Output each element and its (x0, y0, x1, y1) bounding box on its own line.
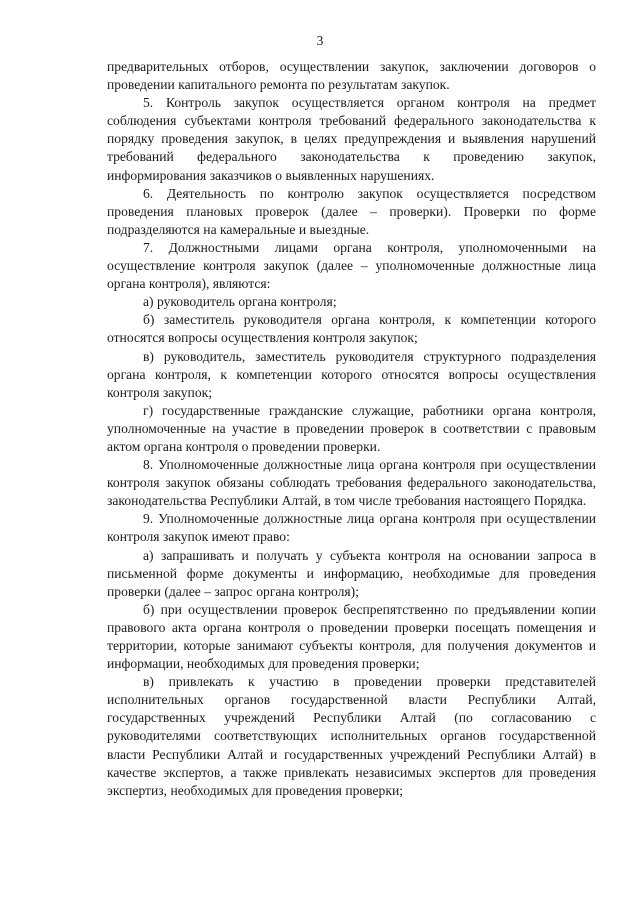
paragraph-item-7: 7. Должностными лицами органа контроля, уполномоченными на осуществление контроля закупок (далее – уполномоченные должностные лица органа контроля), являются: (107, 239, 596, 292)
paragraph-item-9: 9. Уполномоченные должностные лица органа контроля при осуществлении контроля закупок имеют право: (107, 511, 596, 545)
subitem-9b: б) при осуществлении проверок беспрепятственно по предъявлении копии правового акта органа контроля о проведении проверки посещать помещения и территории, которые занимают субъекты контроля, для получения документов и информации, необходимых для проведения проверки; (107, 601, 596, 672)
subitem-7v: в) руководитель, заместитель руководителя структурного подразделения органа контроля, к компетенции которого относятся вопросы осуществления контроля закупок; (107, 348, 596, 400)
subitem-9v: в) привлекать к участию в проведении проверки представителей исполнительных органов государственной власти Республики Алтай, государственных учреждений Республики Алтай (по согласованию с руководителями соответствующих исполнительных органов государственной власти Республики Алтай и государственных учреждений Республики Алтай) в качестве экспертов, а также привлекать независимых экспертов для проведения экспертиз, необходимых для проведения проверки; (107, 674, 596, 798)
subitem-7b: б) заместитель руководителя органа контроля, к компетенции которого относятся вопросы осуществления контроля закупок; (107, 312, 596, 346)
paragraph-item-5: 5. Контроль закупок осуществляется органом контроля на предмет соблюдения субъектами контроля требований федерального законодательства к порядку проведения закупок, в целях предупреждения и выявления нарушений требований федерального законодательства к проведению закупок, информирования заказчиков о выявленных нарушениях. (107, 95, 596, 183)
paragraph-item-8: 8. Уполномоченные должностные лица органа контроля при осуществлении контроля закупок обязаны соблюдать требования федерального законодательства, законодательства Республики Алтай, в том числе требования настоящего Порядка. (107, 457, 596, 509)
paragraph-continuation: предварительных отборов, осуществлении закупок, заключении договоров о проведении капитального ремонта по результатам закупок. (107, 59, 596, 93)
document-body (107, 58, 596, 800)
subitem-7g: г) государственные гражданские служащие, работники органа контроля, уполномоченные на участие в проведении проверок в соответствии с правовым актом органа контроля о проведении проверки. (107, 402, 596, 454)
page-number: 3 (316, 33, 324, 48)
paragraph-item-6: 6. Деятельность по контролю закупок осуществляется посредством проведения плановых проверок (далее – проверки). Проверки по форме подразделяются на камеральные и выездные. (107, 185, 596, 237)
subitem-9a: а) запрашивать и получать у субъекта контроля на основании запроса в письменной форме документы и информацию, необходимые для проведения проверки (далее – запрос органа контроля); (107, 547, 596, 599)
subitem-7a: а) руководитель органа контроля; (143, 294, 337, 310)
